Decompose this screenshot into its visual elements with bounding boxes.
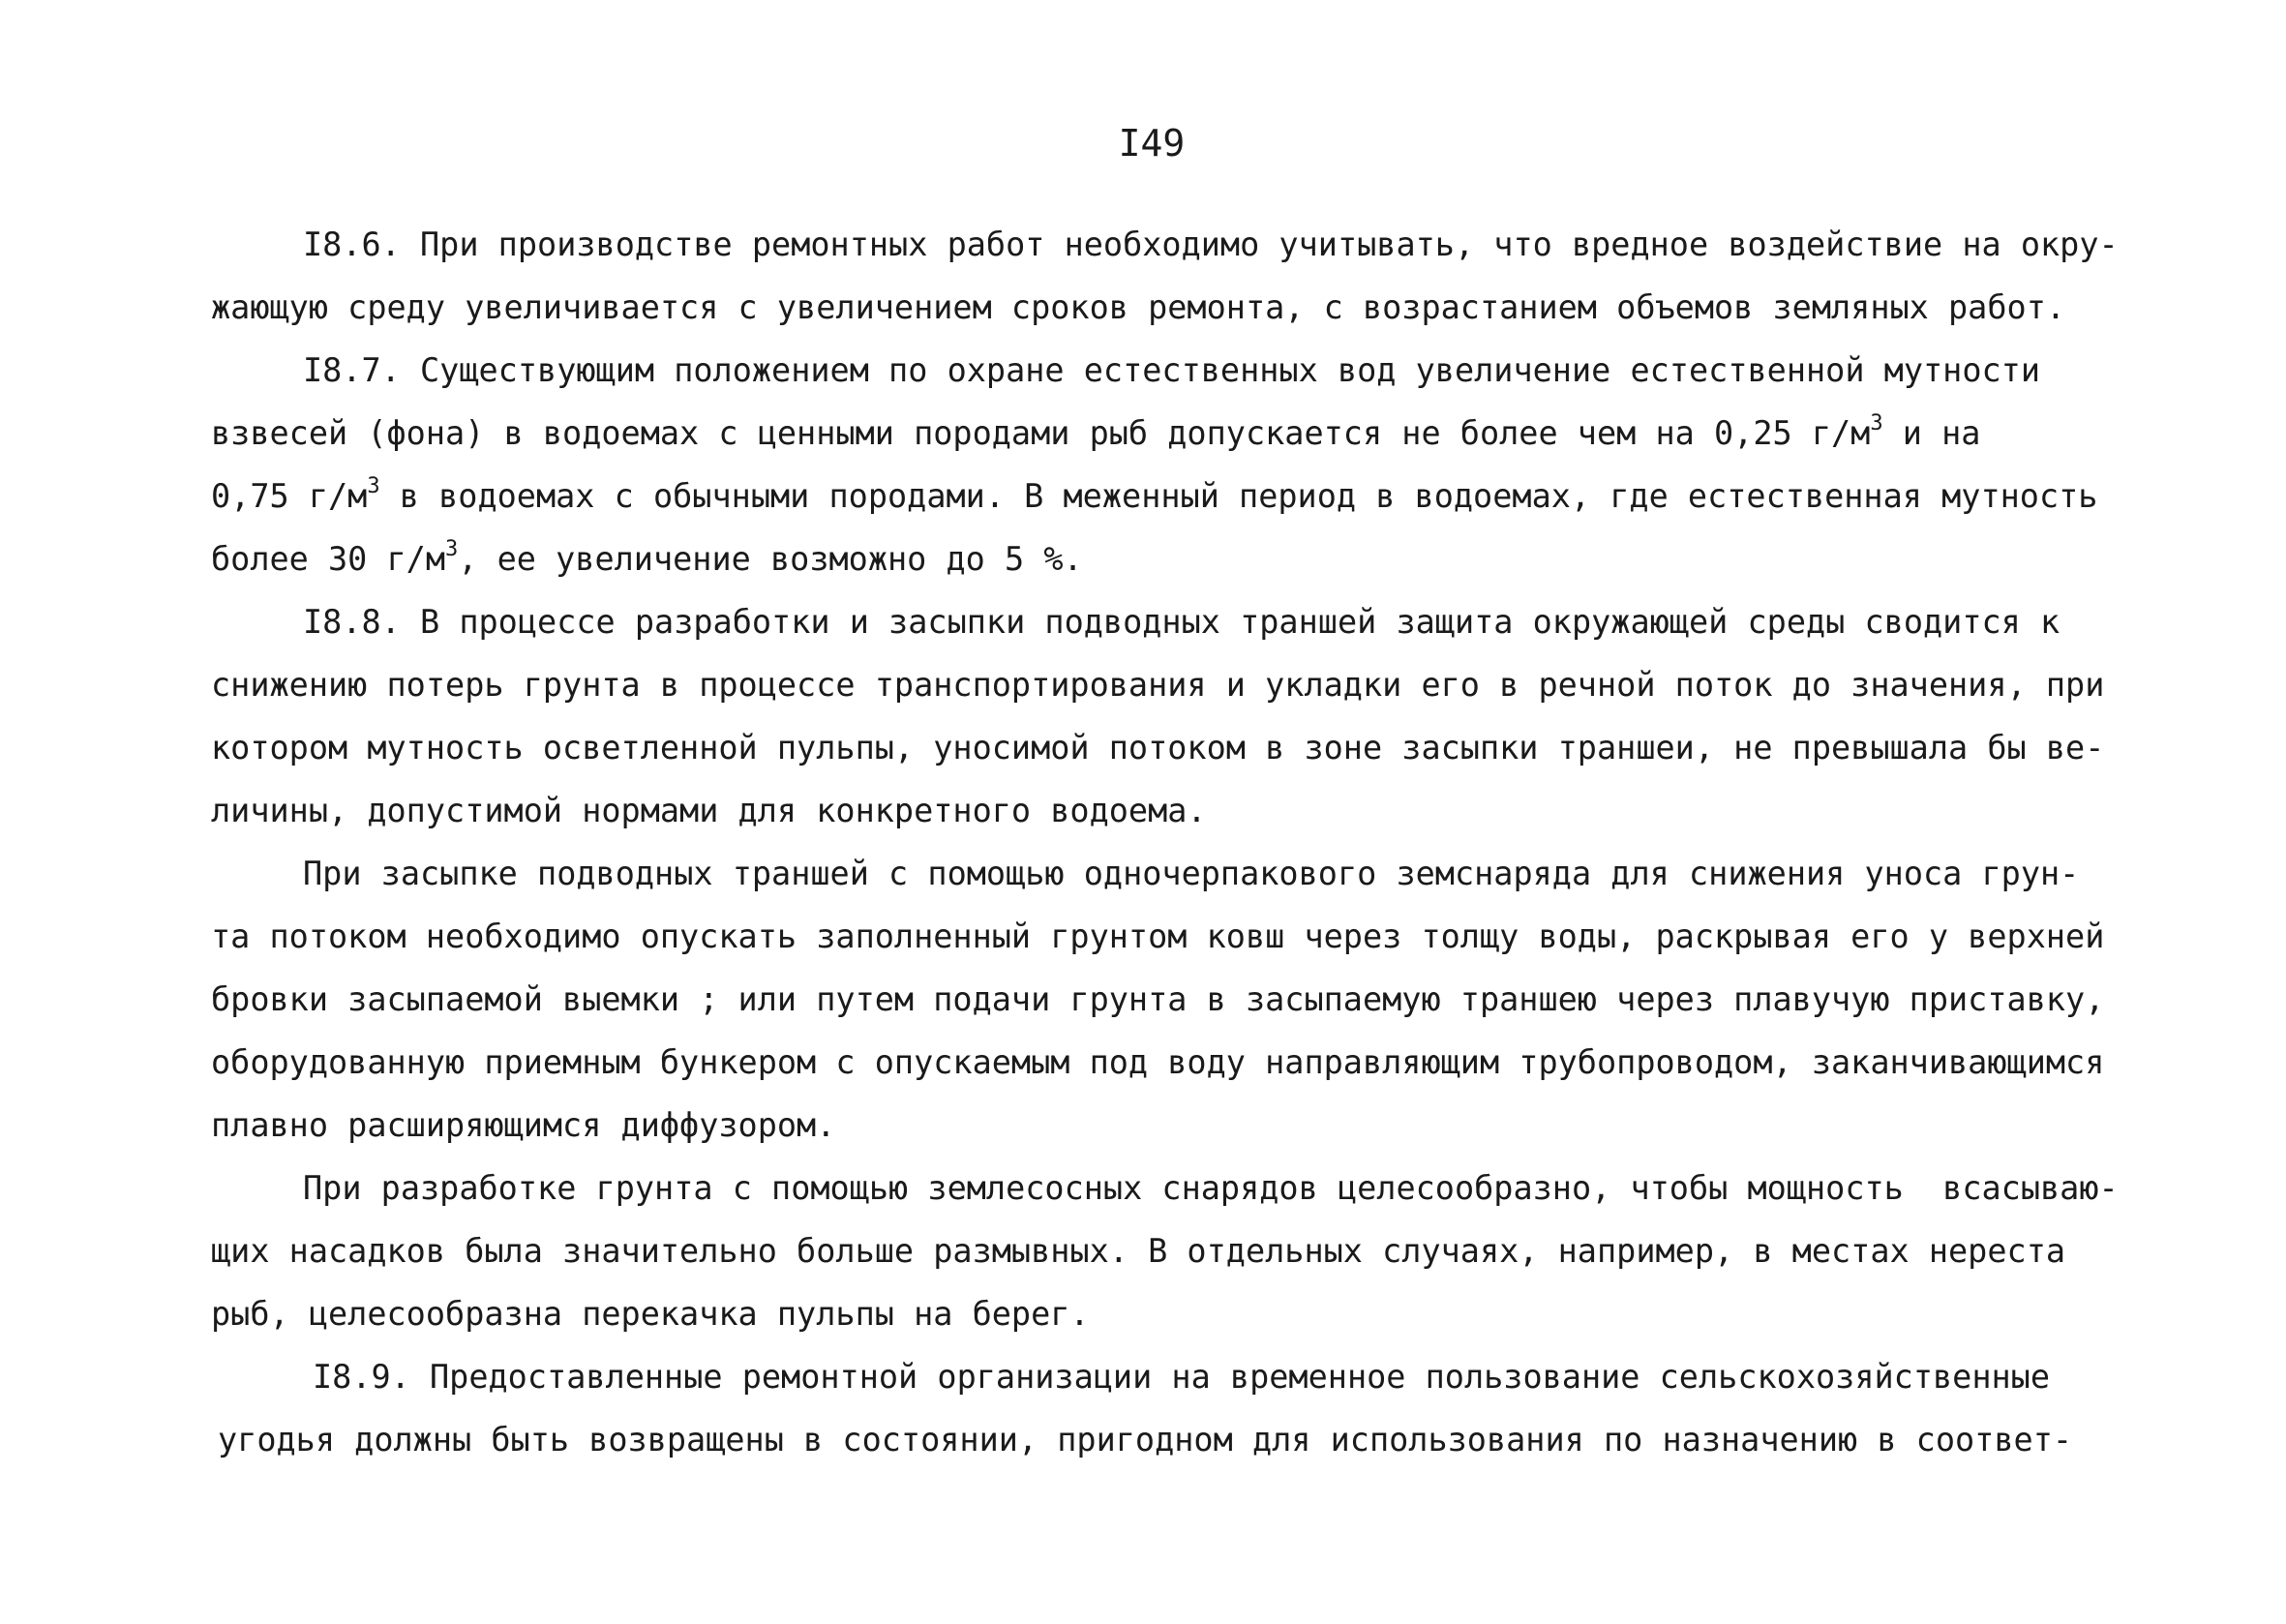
paragraph-18-8-line-1: I8.8. В процессе разработки и засыпки подводных траншей защита окружающей среды сводится к — [303, 603, 2060, 641]
superscript-exponent: 3 — [1870, 411, 1883, 436]
paragraph-dredging-line-2: щих насадков была значительно больше размывных. В отдельных случаях, например, в местах нереста — [211, 1232, 2066, 1270]
paragraph-18-8-line-2: снижению потерь грунта в процессе транспортирования и укладки его в речной поток до значения, при — [211, 666, 2105, 704]
paragraph-18-7-line-4 — [211, 535, 1083, 584]
paragraph-dredging-line-3: рыб, целесообразна перекачка пульпы на берег. — [211, 1295, 1090, 1333]
superscript-exponent: 3 — [367, 474, 380, 498]
paragraph-backfill-line-3: бровки засыпаемой выемки ; или путем подачи грунта в засыпаемую траншею через плавучую приставку, — [211, 980, 2105, 1018]
paragraph-18-9-line-1: I8.9. Предоставленные ремонтной организации на временное пользование сельскохозяйственные — [313, 1358, 2051, 1396]
paragraph-18-8-line-3: котором мутность осветленной пульпы, уносимой потоком в зоне засыпки траншеи, не превышала бы ве- — [211, 729, 2105, 767]
paragraph-backfill-line-1: При засыпке подводных траншей с помощью одночерпакового земснаряда для снижения уноса грун- — [303, 855, 2080, 892]
paragraph-backfill-line-5: плавно расширяющимся диффузором. — [211, 1106, 836, 1144]
paragraph-18-7-line-2 — [211, 409, 1980, 458]
line-text-after: в водоемах с обычными породами. В меженный период в водоемах, где естественная мутность — [379, 477, 2098, 515]
paragraph-18-7-line-3 — [211, 472, 2097, 521]
paragraph-backfill-line-4: оборудованную приемным бункером с опускаемым под воду направляющим трубопроводом, заканчивающимся — [211, 1043, 2105, 1081]
line-text-after: и на — [1882, 414, 1981, 452]
paragraph-18-6-line-1: I8.6. При производстве ремонтных работ необходимо учитывать, что вредное воздействие на окру- — [303, 226, 2119, 263]
paragraph-18-6-line-2: жающую среду увеличивается с увеличением сроков ремонта, с возрастанием объемов земляных работ. — [211, 288, 2066, 326]
paragraph-18-7-line-1: I8.7. Существующим положением по охране естественных вод увеличение естественной мутности — [303, 351, 2041, 389]
paragraph-dredging-line-1: При разработке грунта с помощью землесосных снарядов целесообразно, чтобы мощность всасываю- — [303, 1169, 2119, 1207]
line-text: взвесей (фона) в водоемах с ценными породами рыб допускается не более чем на 0,25 г/м — [211, 414, 1871, 452]
line-text-after: , ее увеличение возможно до 5 %. — [458, 540, 1083, 578]
line-text: более 30 г/м — [211, 540, 446, 578]
page-number: I49 — [1118, 122, 1186, 165]
paragraph-18-8-line-4: личины, допустимой нормами для конкретного водоема. — [211, 792, 1207, 829]
paragraph-backfill-line-2: та потоком необходимо опускать заполненный грунтом ковш через толщу воды, раскрывая его у верхней — [211, 917, 2105, 955]
line-text: 0,75 г/м — [211, 477, 368, 515]
superscript-exponent: 3 — [445, 537, 459, 561]
paragraph-18-9-line-2: угодья должны быть возвращены в состоянии, пригодном для использования по назначению в соответ- — [218, 1421, 2073, 1459]
